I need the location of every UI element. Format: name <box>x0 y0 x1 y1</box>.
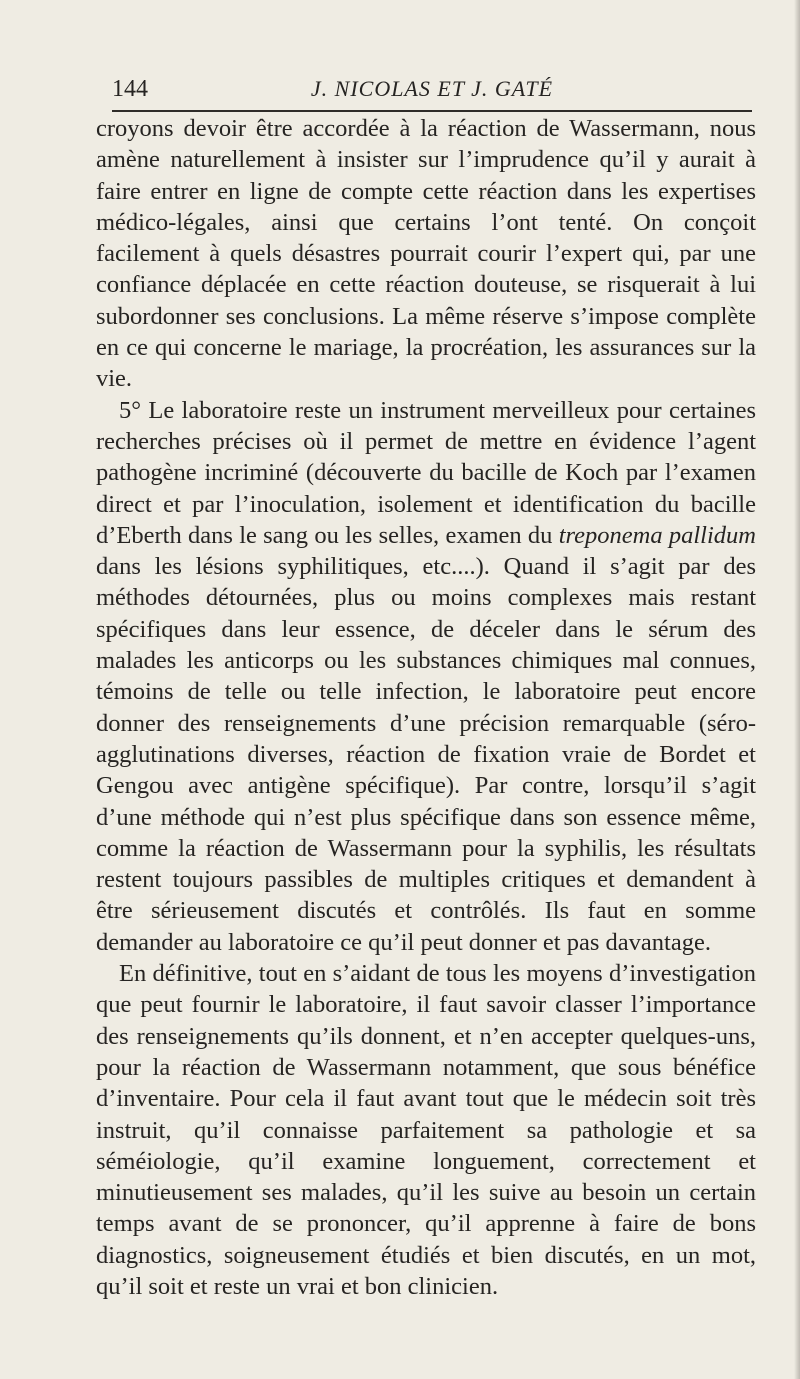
page-header <box>112 72 752 106</box>
page-edge-shadow <box>794 0 800 1379</box>
species-name-italic: treponema pallidum <box>558 521 756 549</box>
paragraph-2-part-2: dans les lésions syphilitiques, etc....). Quand il s’agit par des méthodes détournées, plus ou moins complexes mais restant spécifiques dans leur essence, de déceler dans le sérum des malades les anticorps ou les substances chimiques mal connues, témoins de telle ou telle infection, le laboratoire peut encore donner des renseignements d’une précision remarquable (séro-agglutinations diverses, réaction de fixation vraie de Bordet et Gengou avec antigène spécifique). Par contre, lorsqu’il s’agit d’une méthode qui n’est plus spécifique dans son essence même, comme la réaction de Wassermann pour la syphilis, les résultats restent toujours passibles de multiples critiques et demandent à être sérieusement discutés et contrôlés. Ils faut en somme demander au laboratoire ce qu’il peut donner et pas davantage. <box>96 553 756 956</box>
paragraph-1: croyons devoir être accordée à la réaction de Wassermann, nous amène naturellement à insister sur l’imprudence qu’il y aurait à faire entrer en ligne de compte cette réaction dans les expertises médico-légales, ainsi que certains l’ont tenté. On conçoit facilement à quels désastres pourrait courir l’expert qui, par une confiance déplacée en cette réaction douteuse, se risquerait à lui subordonner ses conclusions. La même réserve s’impose complète en ce qui concerne le mariage, la procréation, les assurances sur la vie. <box>96 115 756 393</box>
body-text <box>96 113 756 1302</box>
paragraph-3: En définitive, tout en s’aidant de tous les moyens d’investigation que peut fournir le laboratoire, il faut savoir classer l’importance des renseignements qu’ils donnent, et n’en accepter quelques-uns, pour la réaction de Wassermann notamment, que sous bénéfice d’inventaire. Pour cela il faut avant tout que le médecin soit très instruit, qu’il connaisse parfaitement sa pathologie et sa séméiologie, qu’il examine longuement, correctement et minutieusement ses malades, qu’il les suive au besoin un certain temps avant de se prononcer, qu’il apprenne à faire de bons diagnostics, soigneusement étudiés et bien discutés, en un mot, qu’il soit et reste un vrai et bon clinicien. <box>96 960 756 1300</box>
header-rule <box>112 110 752 112</box>
paragraph-2-part-1: 5° Le laboratoire reste un instrument merveilleux pour certaines recherches précises où il permet de mettre en évidence l’agent pathogène incriminé (découverte du bacille de Koch par l’examen direct et par l’inoculation, isolement et identification du bacille d’Eberth dans le sang ou les selles, examen du <box>96 396 756 549</box>
running-head: J. NICOLAS ET J. GATÉ <box>310 76 554 101</box>
page-number: 144 <box>112 76 148 102</box>
paragraph-2 <box>96 395 756 958</box>
